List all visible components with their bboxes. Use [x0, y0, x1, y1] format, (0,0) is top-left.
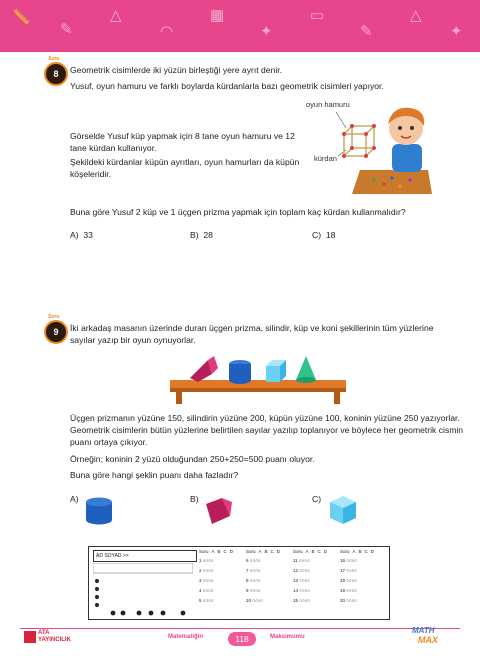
q8-body2: Şekildeki kürdanlar küpün ayrıtları, oyun hamurları da küpün köşeleridir.	[70, 157, 300, 179]
row-numbers	[340, 554, 386, 606]
boy-with-cube-illustration	[300, 98, 440, 198]
answer-row[interactable]: 4 ○○○○	[199, 588, 214, 593]
letter-a: A	[258, 549, 262, 554]
row-number: 7	[246, 568, 249, 573]
q8-intro2: Yusuf, oyun hamuru ve farklı boylarda kürdanlarla bazı geometrik cisimleri yapıyor.	[70, 81, 384, 91]
letter-b: B	[264, 549, 268, 554]
row-number: 1	[199, 558, 202, 563]
brand-math: MATH	[412, 626, 435, 635]
row-number: 10	[246, 598, 252, 603]
row-number: 19	[340, 588, 346, 593]
q9-option-a[interactable]	[70, 494, 79, 504]
letter-a: A	[211, 549, 215, 554]
row-number: 6	[246, 558, 249, 563]
q9-question: Buna göre hangi şeklin puanı daha fazladır?	[70, 470, 239, 480]
badge-tag: Soru	[48, 314, 60, 320]
row-number: 16	[340, 558, 346, 563]
answer-row[interactable]: 5 ○○○○	[199, 598, 214, 603]
letter-d: D	[276, 549, 281, 554]
row-number: 11	[293, 558, 298, 563]
answer-row[interactable]: 1 ○○○○	[199, 558, 214, 563]
letter-c: C	[223, 549, 227, 554]
answer-column-3	[293, 549, 339, 617]
label-kurdan: kürdan	[314, 154, 337, 163]
answer-row[interactable]: 12 ○○○○	[293, 568, 311, 573]
col-header: Soru	[293, 549, 303, 554]
letter-c: C	[317, 549, 321, 554]
pencil-icon: ✎	[60, 21, 73, 38]
question-badge-9	[44, 314, 68, 344]
row-number: 17	[340, 568, 346, 573]
publisher-line1: ATA	[38, 630, 50, 636]
publisher-name	[38, 630, 71, 644]
letter-b: B	[358, 549, 362, 554]
letter-a: A	[352, 549, 356, 554]
letter-c: C	[270, 549, 274, 554]
answer-row[interactable]: 15 ○○○○	[293, 598, 311, 603]
answer-row[interactable]: 20 ○○○○	[340, 598, 358, 603]
prism-shape	[190, 360, 212, 382]
publisher-line2: YAYINCILIK	[38, 637, 71, 643]
answer-row[interactable]: 3 ○○○○	[199, 578, 214, 583]
answer-row[interactable]: 8 ○○○○	[246, 578, 261, 583]
answer-column-1	[199, 549, 245, 617]
brand-max: MAX	[418, 635, 438, 645]
row-number: 4	[199, 588, 202, 593]
footer-right-text: Maksimumu	[270, 634, 305, 640]
star-icon: ✦	[450, 23, 463, 40]
page-number: 118	[228, 632, 256, 646]
answer-row[interactable]: 19 ○○○○	[340, 588, 358, 593]
option-letter: B)	[190, 494, 199, 504]
answer-row[interactable]: 17 ○○○○	[340, 568, 358, 573]
row-number: 9	[246, 588, 249, 593]
letter-b: B	[217, 549, 221, 554]
answer-row[interactable]: 10 ○○○○	[246, 598, 264, 603]
row-number: 15	[293, 598, 299, 603]
row-number: 2	[199, 568, 202, 573]
row-number: 12	[293, 568, 299, 573]
option-value: 18	[325, 230, 336, 240]
answer-row[interactable]: 13 ○○○○	[293, 578, 311, 583]
ruler-icon: 📏	[12, 9, 31, 26]
answer-sheet	[88, 546, 390, 620]
cube-shape	[266, 366, 280, 382]
q8-intro1: Geometrik cisimlerde iki yüzün birleştiği yere ayrıt denir.	[70, 65, 283, 75]
col-header: Soru	[246, 549, 256, 554]
option-letter: C)	[312, 230, 322, 240]
option-value: 28	[203, 230, 213, 240]
letter-a: A	[305, 549, 309, 554]
letter-d: D	[229, 549, 234, 554]
triangle-icon: △	[110, 7, 122, 24]
answer-row[interactable]: 18 ○○○○	[340, 578, 358, 583]
q9-option-c[interactable]	[312, 494, 321, 504]
letter-c: C	[364, 549, 368, 554]
cylinder-option-icon	[84, 496, 114, 526]
answer-column-4	[340, 549, 386, 617]
table-with-shapes	[168, 354, 348, 404]
row-number: 5	[199, 598, 202, 603]
q8-question: Buna göre Yusuf 2 küp ve 1 üçgen prizma yapmak için toplam kaç kürdan kullanmalıdır?	[70, 207, 406, 217]
option-letter: A)	[70, 230, 79, 240]
header-banner	[0, 0, 480, 52]
boy-cube-drawing	[300, 98, 440, 198]
q8-option-c[interactable]	[312, 230, 335, 240]
question-number: 8	[53, 69, 59, 79]
answer-column-2	[246, 549, 292, 617]
col-header: Soru	[199, 549, 209, 554]
ruler-icon: ▭	[310, 7, 325, 24]
q8-option-a[interactable]	[70, 230, 93, 240]
q9-intro: İki arkadaş masanın üzerinde duran üçgen prizma, silindir, küp ve koni şekillerinin tüm yüzlerine sayılar yazıp bir oyun oynuyorlar.	[70, 323, 434, 345]
row-number: 13	[293, 578, 299, 583]
name-label: AD SOYAD >>	[96, 553, 129, 559]
q8-body1: Görselde Yusuf küp yapmak için 8 tane oyun hamuru ve 12 tane kürdan kullanıyor.	[70, 131, 295, 153]
row-number: 8	[246, 578, 249, 583]
mathmax-logo	[404, 624, 454, 648]
letter-d: D	[323, 549, 328, 554]
pencil-icon: ✎	[360, 23, 373, 40]
footer-left-text: Matematiğin	[168, 634, 204, 640]
label-oyun-hamuru: oyun hamuru	[306, 100, 350, 109]
option-letter: A)	[70, 494, 79, 504]
answer-row[interactable]: 2 ○○○○	[199, 568, 214, 573]
row-number: 18	[340, 578, 346, 583]
triangle-icon: △	[410, 7, 422, 24]
row-number: 3	[199, 578, 202, 583]
answer-grid	[199, 549, 387, 617]
cube-option-icon	[328, 494, 358, 526]
answer-row[interactable]: 14 ○○○○	[293, 588, 311, 593]
answer-row[interactable]: 16 ○○○○	[340, 558, 358, 563]
name-field[interactable]	[93, 550, 197, 562]
answer-row[interactable]: 6 ○○○○	[246, 558, 261, 563]
cone-shape	[296, 356, 316, 380]
row-numbers	[293, 554, 339, 606]
answer-row[interactable]: 9 ○○○○	[246, 588, 261, 593]
option-letter: B)	[190, 230, 199, 240]
row-numbers	[199, 554, 245, 606]
option-letter: C)	[312, 494, 322, 504]
letter-d: D	[370, 549, 375, 554]
star-icon: ✦	[260, 23, 273, 40]
q9-para1: Üçgen prizmanın yüzüne 150, silindirin yüzüne 200, küpün yüzüne 100, koninin yüzüne 250 yazıyorlar. Geometrik cisimlerin bütün yüzlerine belirtilen sayılar yazılıp toplanıyor ve böylece her geometrik cismin puanı ortaya çıkıyor.	[70, 413, 464, 447]
student-number-grid	[93, 563, 193, 617]
col-header: Soru	[340, 549, 350, 554]
q9-para2: Örneğin; koninin 2 yüzü olduğundan 250+250=500 puanı oluyor.	[70, 454, 315, 464]
q9-option-b[interactable]	[190, 494, 199, 504]
row-numbers	[246, 554, 292, 606]
answer-row[interactable]: 7 ○○○○	[246, 568, 261, 573]
badge-tag: Soru	[48, 56, 60, 62]
protractor-icon: ◠	[160, 23, 174, 40]
answer-row[interactable]: 11 ○○○○	[293, 558, 310, 563]
question-badge-8	[44, 56, 68, 86]
letter-b: B	[311, 549, 315, 554]
publisher-logo-icon	[24, 631, 36, 643]
row-number: 14	[293, 588, 299, 593]
prism-option-icon	[204, 496, 234, 526]
row-number: 20	[340, 598, 346, 603]
footer-divider	[20, 628, 460, 629]
calculator-icon: ▦	[210, 7, 225, 24]
option-value: 33	[83, 230, 93, 240]
question-number: 9	[53, 327, 59, 337]
q8-option-b[interactable]	[190, 230, 213, 240]
